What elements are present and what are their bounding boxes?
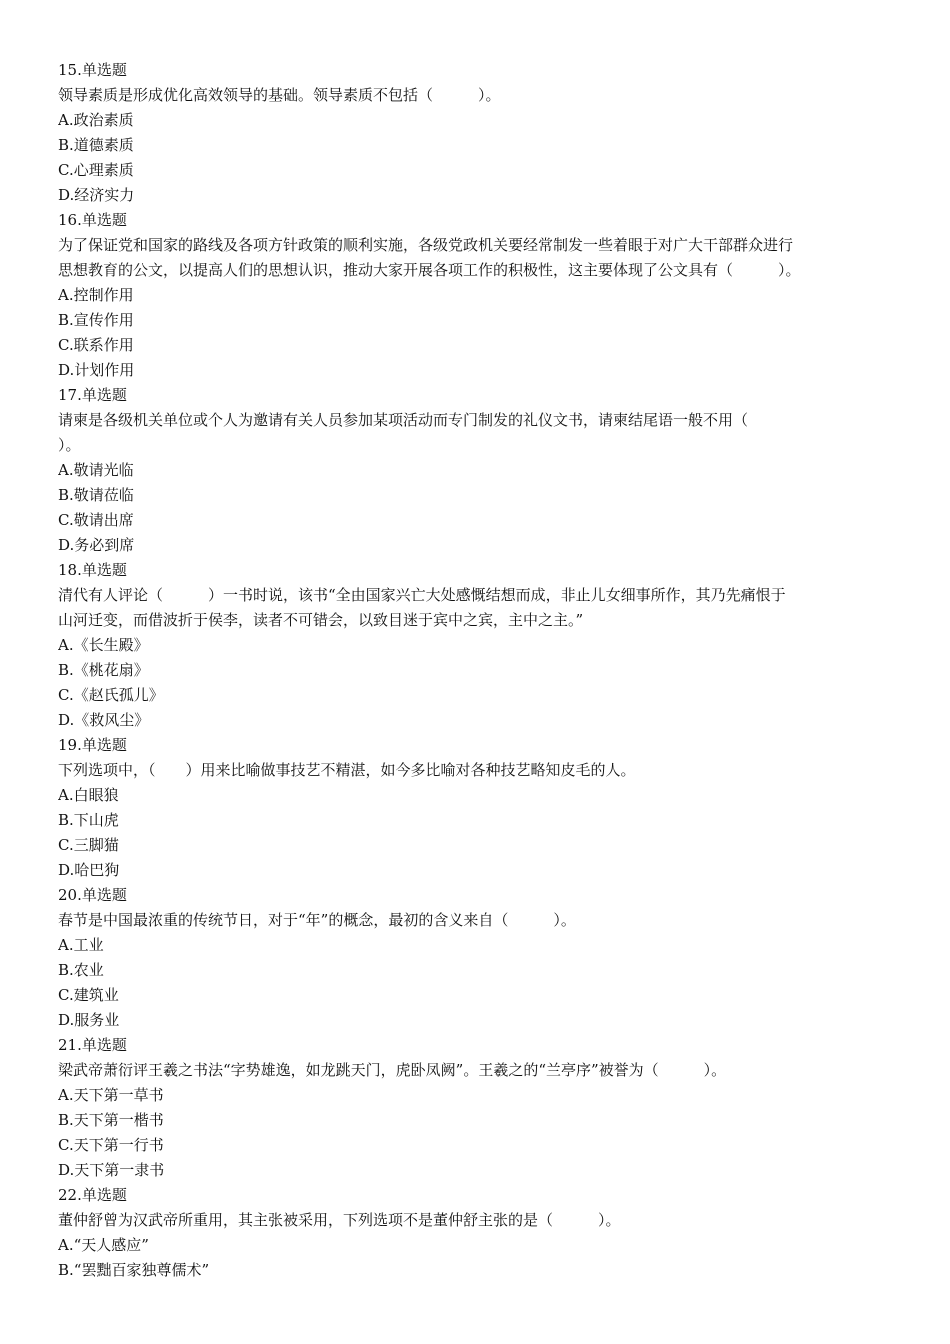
question-stem: ）。 xyxy=(58,436,81,454)
question-header: 22.单选题 xyxy=(58,1186,127,1204)
question-header: 17.单选题 xyxy=(58,386,127,404)
answer-option: B.“罢黜百家独尊儒术” xyxy=(58,1261,210,1279)
answer-option: A.“天人感应” xyxy=(58,1236,149,1254)
answer-option: D.哈巴狗 xyxy=(58,861,120,879)
question-header: 20.单选题 xyxy=(58,886,127,904)
question-block xyxy=(58,383,898,558)
question-block xyxy=(58,733,898,883)
answer-option: C.《赵氏孤儿》 xyxy=(58,686,164,704)
question-block xyxy=(58,883,898,1033)
answer-option: D.服务业 xyxy=(58,1011,120,1029)
answer-option: D.务必到席 xyxy=(58,536,135,554)
question-header: 15.单选题 xyxy=(58,61,127,79)
answer-option: A.工业 xyxy=(58,936,104,954)
answer-option: C.心理素质 xyxy=(58,161,134,179)
question-header: 21.单选题 xyxy=(58,1036,127,1054)
answer-option: C.三脚猫 xyxy=(58,836,119,854)
answer-option: A.敬请光临 xyxy=(58,461,134,479)
answer-option: D.计划作用 xyxy=(58,361,135,379)
answer-option: A.天下第一草书 xyxy=(58,1086,164,1104)
document-page xyxy=(58,58,898,1283)
answer-option: A.《长生殿》 xyxy=(58,636,149,654)
question-stem: 请柬是各级机关单位或个人为邀请有关人员参加某项活动而专门制发的礼仪文书，请柬结尾语一般不用（ xyxy=(58,411,749,429)
question-stem: 董仲舒曾为汉武帝所重用，其主张被采用，下列选项不是董仲舒主张的是（ ）。 xyxy=(58,1211,621,1229)
question-block xyxy=(58,1183,898,1283)
answer-option: A.白眼狼 xyxy=(58,786,119,804)
question-stem: 春节是中国最浓重的传统节日，对于“年”的概念，最初的含义来自（ ）。 xyxy=(58,911,576,929)
question-header: 18.单选题 xyxy=(58,561,127,579)
answer-option: B.道德素质 xyxy=(58,136,134,154)
question-stem: 思想教育的公文，以提高人们的思想认识，推动大家开展各项工作的积极性，这主要体现了公文具有（ ）。 xyxy=(58,261,801,279)
question-header: 16.单选题 xyxy=(58,211,127,229)
answer-option: C.敬请出席 xyxy=(58,511,134,529)
question-block xyxy=(58,58,898,208)
answer-option: C.建筑业 xyxy=(58,986,119,1004)
answer-option: B.宣传作用 xyxy=(58,311,134,329)
question-block xyxy=(58,1033,898,1183)
answer-option: B.农业 xyxy=(58,961,104,979)
question-stem: 山河迁变，而借波折于侯李，读者不可错会，以致目迷于宾中之宾，主中之主。” xyxy=(58,611,584,629)
answer-option: C.天下第一行书 xyxy=(58,1136,164,1154)
answer-option: B.敬请莅临 xyxy=(58,486,134,504)
question-stem: 梁武帝萧衍评王羲之书法“字势雄逸，如龙跳天门，虎卧凤阙”。王羲之的“兰亭序”被誉为（ ）。 xyxy=(58,1061,727,1079)
answer-option: D.天下第一隶书 xyxy=(58,1161,165,1179)
question-stem: 为了保证党和国家的路线及各项方针政策的顺利实施，各级党政机关要经常制发一些着眼于对广大干部群众进行 xyxy=(58,236,794,254)
answer-option: D.经济实力 xyxy=(58,186,135,204)
question-stem: 下列选项中，（ ）用来比喻做事技艺不精湛，如今多比喻对各种技艺略知皮毛的人。 xyxy=(58,761,636,779)
question-block xyxy=(58,558,898,733)
answer-option: C.联系作用 xyxy=(58,336,134,354)
answer-option: B.下山虎 xyxy=(58,811,119,829)
question-stem: 清代有人评论（ ）一书时说，该书“全由国家兴亡大处感慨结想而成，非止儿女细事所作，其乃先痛恨于 xyxy=(58,586,786,604)
answer-option: A.控制作用 xyxy=(58,286,134,304)
answer-option: B.天下第一楷书 xyxy=(58,1111,164,1129)
question-header: 19.单选题 xyxy=(58,736,127,754)
question-stem: 领导素质是形成优化高效领导的基础。领导素质不包括（ ）。 xyxy=(58,86,501,104)
answer-option: A.政治素质 xyxy=(58,111,134,129)
answer-option: D.《救风尘》 xyxy=(58,711,150,729)
question-block xyxy=(58,208,898,383)
answer-option: B.《桃花扇》 xyxy=(58,661,149,679)
